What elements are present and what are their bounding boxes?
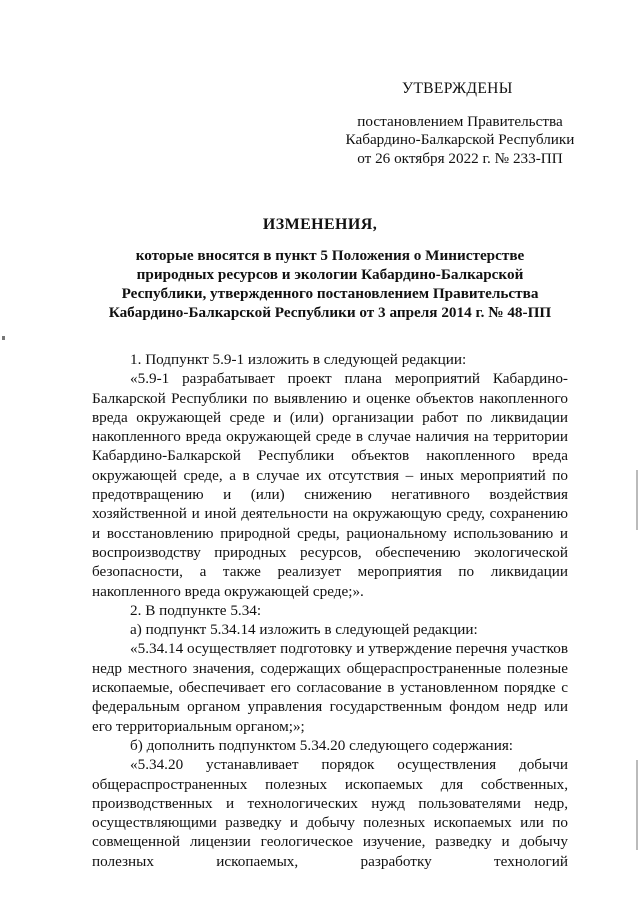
edge-mark bbox=[636, 470, 638, 530]
subtitle-line: природных ресурсов и экологии Кабардино-Балкарской bbox=[136, 266, 524, 283]
document-body bbox=[92, 350, 568, 871]
document-subtitle bbox=[90, 246, 570, 322]
margin-mark bbox=[2, 336, 5, 340]
paragraph-quote-5-34-14: «5.34.14 осуществляет подготовку и утверждение перечня участков недр местного значения, содержащих общераспространенные полезные ископаемые, обеспечивает его согласование в установленном порядке с федеральным органом управления государственным фондом недр или его территориальным органом;»; bbox=[92, 640, 568, 735]
paragraph-item-2a: а) подпункт 5.34.14 изложить в следующей редакции: bbox=[130, 621, 478, 639]
approval-line: от 26 октября 2022 г. № 233-ПП bbox=[357, 149, 563, 167]
subtitle-line: Кабардино-Балкарской Республики от 3 апреля 2014 г. № 48-ПП bbox=[108, 304, 552, 321]
paragraph-item-1: 1. Подпункт 5.9-1 изложить в следующей редакции: bbox=[130, 351, 467, 368]
paragraph-quote-5-9-1: «5.9-1 разрабатывает проект плана мероприятий Кабардино-Балкарской Республики по выявлению и оценке объектов накопленного вреда окружающей среде и (или) организации работ по ликвидации накопленного вреда окружающей среде в случае наличия на территории Кабардино-Балкарской Республики объектов накопленного вреда окружающей среде, а в случае их отсутствия – иных мероприятий по предотвращению и (или) снижению негативного воздействия хозяйственной и иной деятельности на окружающую среду, сохранению и восстановлению природной среды, рациональному использованию и воспроизводству природных ресурсов, обеспечению экологической безопасности, а также реализует мероприятия по ликвидации накопленного вреда окружающей среде;». bbox=[92, 370, 568, 600]
paragraph-item-2b: б) дополнить подпунктом 5.34.20 следующего содержания: bbox=[130, 736, 514, 754]
subtitle-line: Республики, утвержденного постановлением Правительства bbox=[121, 285, 539, 302]
subtitle-line: которые вносятся в пункт 5 Положения о Министерстве bbox=[135, 247, 525, 264]
approval-line: постановлением Правительства bbox=[357, 112, 563, 130]
paragraph-item-2: 2. В подпункте 5.34: bbox=[130, 601, 262, 619]
paragraph-quote-5-34-20: «5.34.20 устанавливает порядок осуществления добычи общераспространенных полезных ископаемых для собственных, производственных и технологических нужд пользователями недр, осуществляющими разведку и добычу полезных ископаемых или по совмещенной лицензии геологическое изучение, разведку и добычу полезных ископаемых, разработку технологий bbox=[92, 756, 568, 870]
approval-line: Кабардино-Балкарской Республики bbox=[345, 131, 575, 148]
edge-mark bbox=[636, 760, 638, 850]
approval-block bbox=[340, 80, 580, 168]
approval-title: УТВЕРЖДЕНЫ bbox=[402, 80, 513, 97]
document-title: ИЗМЕНЕНИЯ, bbox=[262, 216, 378, 233]
